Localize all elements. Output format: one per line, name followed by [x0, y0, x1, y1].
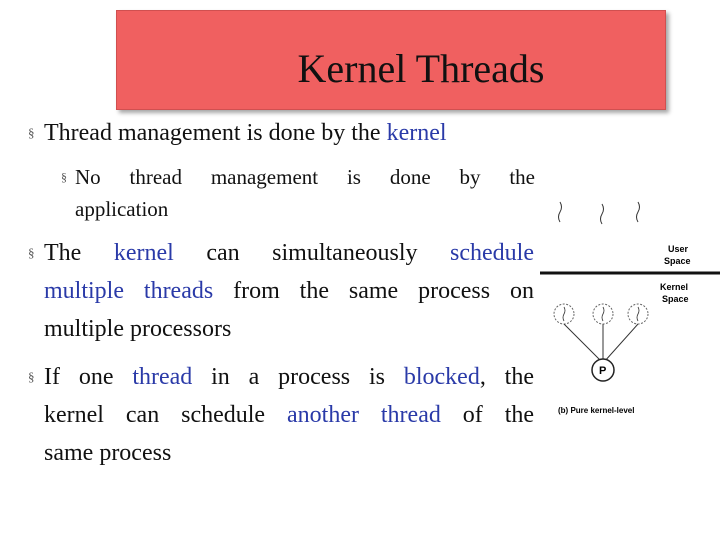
text-seg-hl: thread	[132, 364, 193, 390]
kernel-thread-diagram	[540, 190, 720, 430]
text-seg-hl: kernel	[113, 240, 174, 266]
bullet-3-line-1	[44, 358, 534, 396]
diagram-caption: (b) Pure kernel-level	[558, 406, 635, 415]
sub-bullet-1	[61, 161, 535, 225]
bullet-2-line-1	[44, 234, 534, 272]
user-space-label-1: User	[668, 244, 689, 254]
text-seg: The	[44, 240, 114, 266]
user-space-label-2: Space	[664, 256, 691, 266]
sub-bullet-line-1: No thread management is done by the	[75, 165, 535, 189]
text-seg: multiple processors	[44, 316, 232, 342]
text-seg: kernel can schedule	[44, 402, 287, 428]
text-seg-hl: blocked	[403, 364, 480, 390]
process-label: P	[599, 365, 607, 377]
connector-1	[564, 324, 602, 362]
text-seg: from the same process on	[213, 278, 534, 304]
bullet-1-seg-1: Thread management is done by the	[44, 120, 387, 146]
user-thread-1-icon	[559, 202, 562, 222]
bullet-3	[28, 358, 535, 472]
diagram-svg	[540, 190, 720, 430]
sub-bullet-line-2: application	[75, 197, 169, 221]
text-seg: can simultaneously	[173, 240, 451, 266]
bullet-2	[28, 234, 534, 348]
bullet-3-line-2	[44, 396, 534, 434]
text-seg: If one	[44, 364, 133, 390]
bullet-marker-icon: §	[28, 369, 35, 384]
kernel-space-label-2: Space	[662, 294, 689, 304]
bullet-3-line-3	[44, 434, 534, 472]
bullet-marker-icon: §	[28, 245, 35, 260]
title-banner	[116, 10, 666, 110]
user-thread-2-icon	[601, 204, 604, 224]
bullet-marker-icon: §	[28, 125, 35, 140]
text-seg: of the	[440, 402, 535, 428]
kernel-space-label-1: Kernel	[660, 282, 689, 292]
text-seg-hl: schedule	[450, 240, 534, 266]
sub-bullet-marker-icon: §	[61, 170, 67, 184]
text-seg: , the	[479, 364, 534, 390]
bullet-1-seg-2: kernel	[386, 120, 447, 146]
text-seg-hl: another thread	[287, 402, 441, 428]
bullet-1	[28, 114, 544, 152]
text-seg: in a process is	[192, 364, 404, 390]
text-seg: same process	[44, 440, 172, 466]
bullet-2-line-3	[44, 310, 534, 348]
slide-title: Kernel Threads	[297, 46, 545, 91]
connector-3	[604, 324, 638, 362]
user-thread-3-icon	[637, 202, 640, 222]
text-seg-hl: multiple threads	[44, 278, 214, 304]
bullet-2-line-2	[44, 272, 534, 310]
